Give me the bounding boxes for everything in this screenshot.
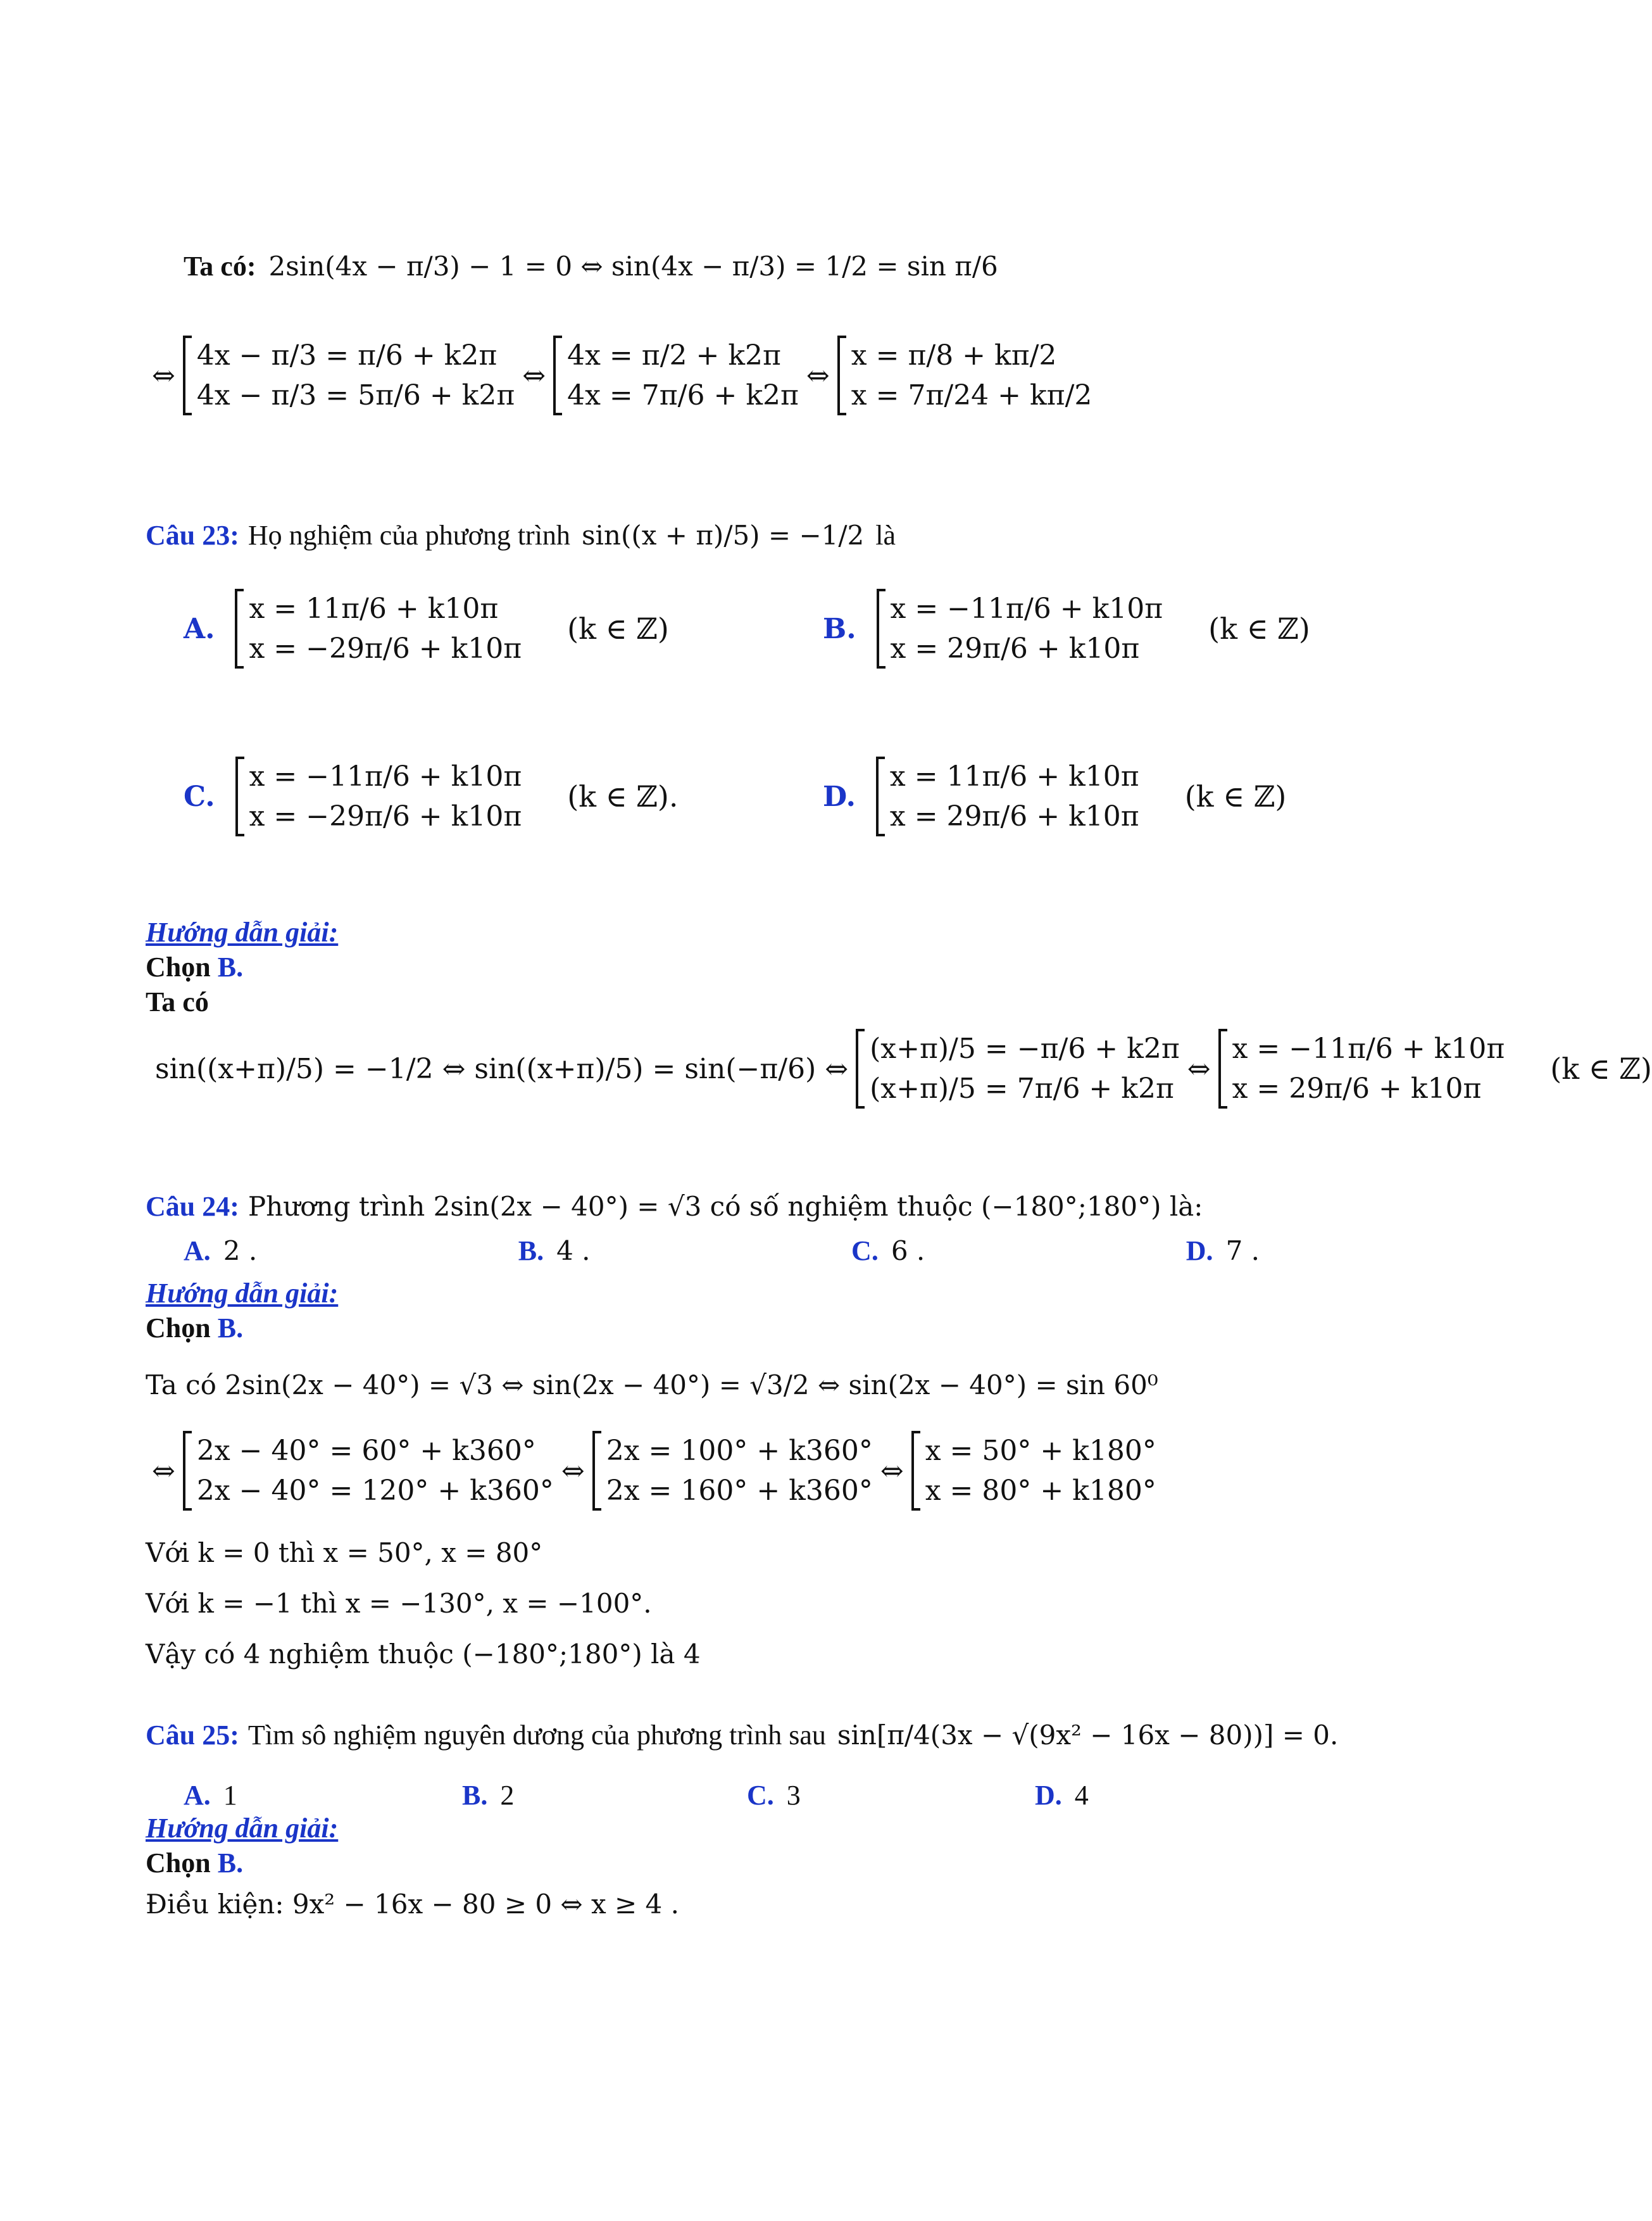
q24-system-3-line-1: x = 50° + k180° (925, 1435, 1156, 1467)
q23-solution-k: (k ∈ ℤ) (1550, 1052, 1652, 1086)
q23-option-d-k: (k ∈ ℤ) (1184, 779, 1287, 814)
q24-system-1-line-2: 2x − 40° = 120° + k360° (196, 1475, 554, 1507)
q24-system-1-line-1: 2x − 40° = 60° + k360° (196, 1435, 536, 1467)
q24-conclusion: Vậy có 4 nghiệm thuộc (−180°;180°) là 4 (146, 1639, 701, 1670)
q25-chon: Chọn (146, 1847, 211, 1878)
q23-chon: Chọn (146, 952, 211, 983)
q24-solution-1: Ta có 2sin(2x − 40°) = √3 ⇔ sin(2x − 40°) = √3/2 ⇔ sin(2x − 40°) = sin 60⁰ (146, 1369, 1158, 1400)
q23-answer-line (146, 950, 243, 985)
equivalence-icon: ⇔ (806, 359, 830, 392)
q24-option-c-label: C. (851, 1235, 879, 1266)
intro-equation-line (184, 250, 998, 282)
q23-option-b-line-2: x = 29π/6 + k10π (890, 632, 1140, 665)
intro-system-2 (553, 336, 799, 415)
q23-option-c-k: (k ∈ ℤ). (567, 779, 679, 814)
q24-systems (152, 1431, 1164, 1511)
q25-option-a-value: 1 (223, 1780, 237, 1811)
q25-option-c-value: 3 (786, 1780, 801, 1811)
q24-system-2 (592, 1431, 873, 1511)
intro-equation: 2sin(4x − π/3) − 1 = 0 ⇔ sin(4x − π/3) = 1/2 = sin π/6 (268, 251, 998, 282)
q24-answer: B. (217, 1312, 244, 1343)
q25-option-a[interactable] (184, 1779, 462, 1811)
q24-system-1 (183, 1431, 554, 1511)
q23-option-c-system (235, 757, 522, 836)
q24-text: Phương trình 2sin(2x − 40°) = √3 có số nghiệm thuộc (−180°;180°) là: (247, 1191, 1203, 1222)
q24-chon: Chọn (146, 1312, 211, 1343)
q25-option-d-value: 4 (1074, 1780, 1089, 1811)
q23-option-a-label: A. (184, 612, 215, 645)
q25-condition: Điều kiện: 9x² − 16x − 80 ≥ 0 ⇔ x ≥ 4 . (146, 1889, 679, 1920)
q25-guide: Hướng dẫn giải: (146, 1813, 339, 1844)
q23-answer: B. (217, 952, 244, 983)
q24-prompt (146, 1190, 1203, 1223)
q23-guide: Hướng dẫn giải: (146, 917, 339, 948)
q25-equation: sin[π/4(3x − √(9x² − 16x − 80))] = 0. (837, 1720, 1339, 1751)
q24-system-3-line-2: x = 80° + k180° (925, 1475, 1156, 1507)
q23-solution-system-2 (1218, 1029, 1505, 1109)
q23-option-b-k: (k ∈ ℤ) (1208, 612, 1310, 646)
q25-answer-line (146, 1846, 243, 1881)
intro-system-3-line-2: x = 7π/24 + kπ/2 (851, 379, 1092, 412)
q23-option-a-line-1: x = 11π/6 + k10π (249, 593, 499, 625)
intro-system-3 (837, 336, 1092, 415)
q24-option-c[interactable] (851, 1235, 925, 1267)
intro-system-1-line-2: 4x − π/3 = 5π/6 + k2π (196, 379, 515, 412)
intro-system-3-line-1: x = π/8 + kπ/2 (851, 339, 1057, 372)
q23-option-b-label: B. (823, 612, 856, 645)
equivalence-icon: ⇔ (522, 359, 546, 392)
q25-option-b[interactable] (462, 1779, 747, 1811)
q23-option-a-system (235, 589, 522, 669)
q23-label: Câu 23: (146, 520, 239, 551)
q25-options (184, 1779, 1089, 1811)
q23-option-d-system (876, 757, 1139, 836)
q25-option-c-label: C. (747, 1780, 774, 1811)
q25-option-b-value: 2 (500, 1780, 515, 1811)
intro-ta-co: Ta có: (184, 251, 256, 282)
q25-option-d[interactable] (1035, 1779, 1089, 1811)
q24-system-2-line-2: 2x = 160° + k360° (606, 1475, 873, 1507)
q23-option-d[interactable] (823, 757, 1286, 836)
q25-option-c[interactable] (747, 1779, 1035, 1811)
equivalence-icon: ⇔ (152, 359, 175, 392)
q23-option-b-line-1: x = −11π/6 + k10π (890, 593, 1163, 625)
q23-option-c[interactable] (184, 757, 679, 836)
q23-solution-system-1-line-1: (x+π)/5 = −π/6 + k2π (870, 1033, 1180, 1065)
q24-option-c-value: 6 . (891, 1235, 925, 1266)
q23-option-d-label: D. (823, 780, 856, 813)
q23-option-d-line-1: x = 11π/6 + k10π (889, 760, 1139, 793)
q23-option-a[interactable] (184, 589, 669, 669)
q23-option-a-k: (k ∈ ℤ) (567, 612, 669, 646)
q23-option-a-line-2: x = −29π/6 + k10π (249, 632, 522, 665)
q24-option-d[interactable] (1186, 1235, 1260, 1267)
q24-option-d-label: D. (1186, 1235, 1213, 1266)
q25-prompt (146, 1719, 1338, 1751)
q24-answer-line (146, 1311, 243, 1346)
q24-options (184, 1235, 1260, 1267)
q23-solution (155, 1029, 1652, 1109)
q24-option-b-label: B. (518, 1235, 544, 1266)
q24-option-b-value: 4 . (556, 1235, 591, 1266)
q23-option-d-line-2: x = 29π/6 + k10π (889, 800, 1139, 833)
intro-systems (152, 336, 1099, 415)
q24-option-b[interactable] (518, 1235, 591, 1267)
q25-guide-line (146, 1811, 338, 1846)
q24-option-d-value: 7 . (1225, 1235, 1260, 1266)
q23-ta-co: Ta có (146, 986, 209, 1017)
q24-option-a-value: 2 . (223, 1235, 258, 1266)
intro-system-2-line-1: 4x = π/2 + k2π (567, 339, 781, 372)
q23-tail: là (875, 520, 896, 551)
q24-line-k0: Với k = 0 thì x = 50°, x = 80° (146, 1537, 543, 1568)
q23-solution-system-2-line-1: x = −11π/6 + k10π (1232, 1033, 1505, 1065)
q23-solution-system-1-line-2: (x+π)/5 = 7π/6 + k2π (870, 1073, 1174, 1105)
q25-label: Câu 25: (146, 1720, 239, 1751)
q24-guide-line (146, 1276, 338, 1311)
q24-option-a-label: A. (184, 1235, 211, 1266)
q25-answer: B. (217, 1847, 244, 1878)
q23-option-c-line-2: x = −29π/6 + k10π (249, 800, 522, 833)
intro-system-2-line-2: 4x = 7π/6 + k2π (567, 379, 799, 412)
equivalence-icon: ⇔ (880, 1454, 904, 1487)
equivalence-icon: ⇔ (152, 1454, 175, 1487)
q23-option-c-label: C. (184, 780, 215, 813)
q25-option-a-label: A. (184, 1780, 211, 1811)
q25-option-d-label: D. (1035, 1780, 1062, 1811)
q23-option-c-line-1: x = −11π/6 + k10π (249, 760, 522, 793)
q24-option-a[interactable] (184, 1235, 257, 1267)
q25-option-b-label: B. (462, 1780, 488, 1811)
q23-solution-equation: sin((x+π)/5) = −1/2 ⇔ sin((x+π)/5) = sin(−π/6) ⇔ (155, 1052, 849, 1085)
q23-prompt (146, 519, 896, 551)
intro-system-1 (183, 336, 515, 415)
q23-text: Họ nghiệm của phương trình (247, 520, 570, 551)
equivalence-icon: ⇔ (561, 1454, 585, 1487)
q23-option-b-system (877, 589, 1163, 669)
q24-guide: Hướng dẫn giải: (146, 1278, 339, 1309)
equivalence-icon: ⇔ (1187, 1052, 1211, 1085)
q24-system-2-line-1: 2x = 100° + k360° (606, 1435, 873, 1467)
q24-label: Câu 24: (146, 1191, 239, 1222)
q23-solution-system-2-line-2: x = 29π/6 + k10π (1232, 1073, 1482, 1105)
q24-system-3 (911, 1431, 1156, 1511)
q23-solution-system-1 (856, 1029, 1180, 1109)
q25-text: Tìm sô nghiệm nguyên dương của phương trình sau (247, 1720, 826, 1751)
q23-equation: sin((x + π)/5) = −1/2 (581, 520, 865, 551)
intro-system-1-line-1: 4x − π/3 = π/6 + k2π (196, 339, 497, 372)
q23-option-b[interactable] (823, 589, 1310, 669)
q24-line-k-1: Với k = −1 thì x = −130°, x = −100°. (146, 1588, 652, 1619)
